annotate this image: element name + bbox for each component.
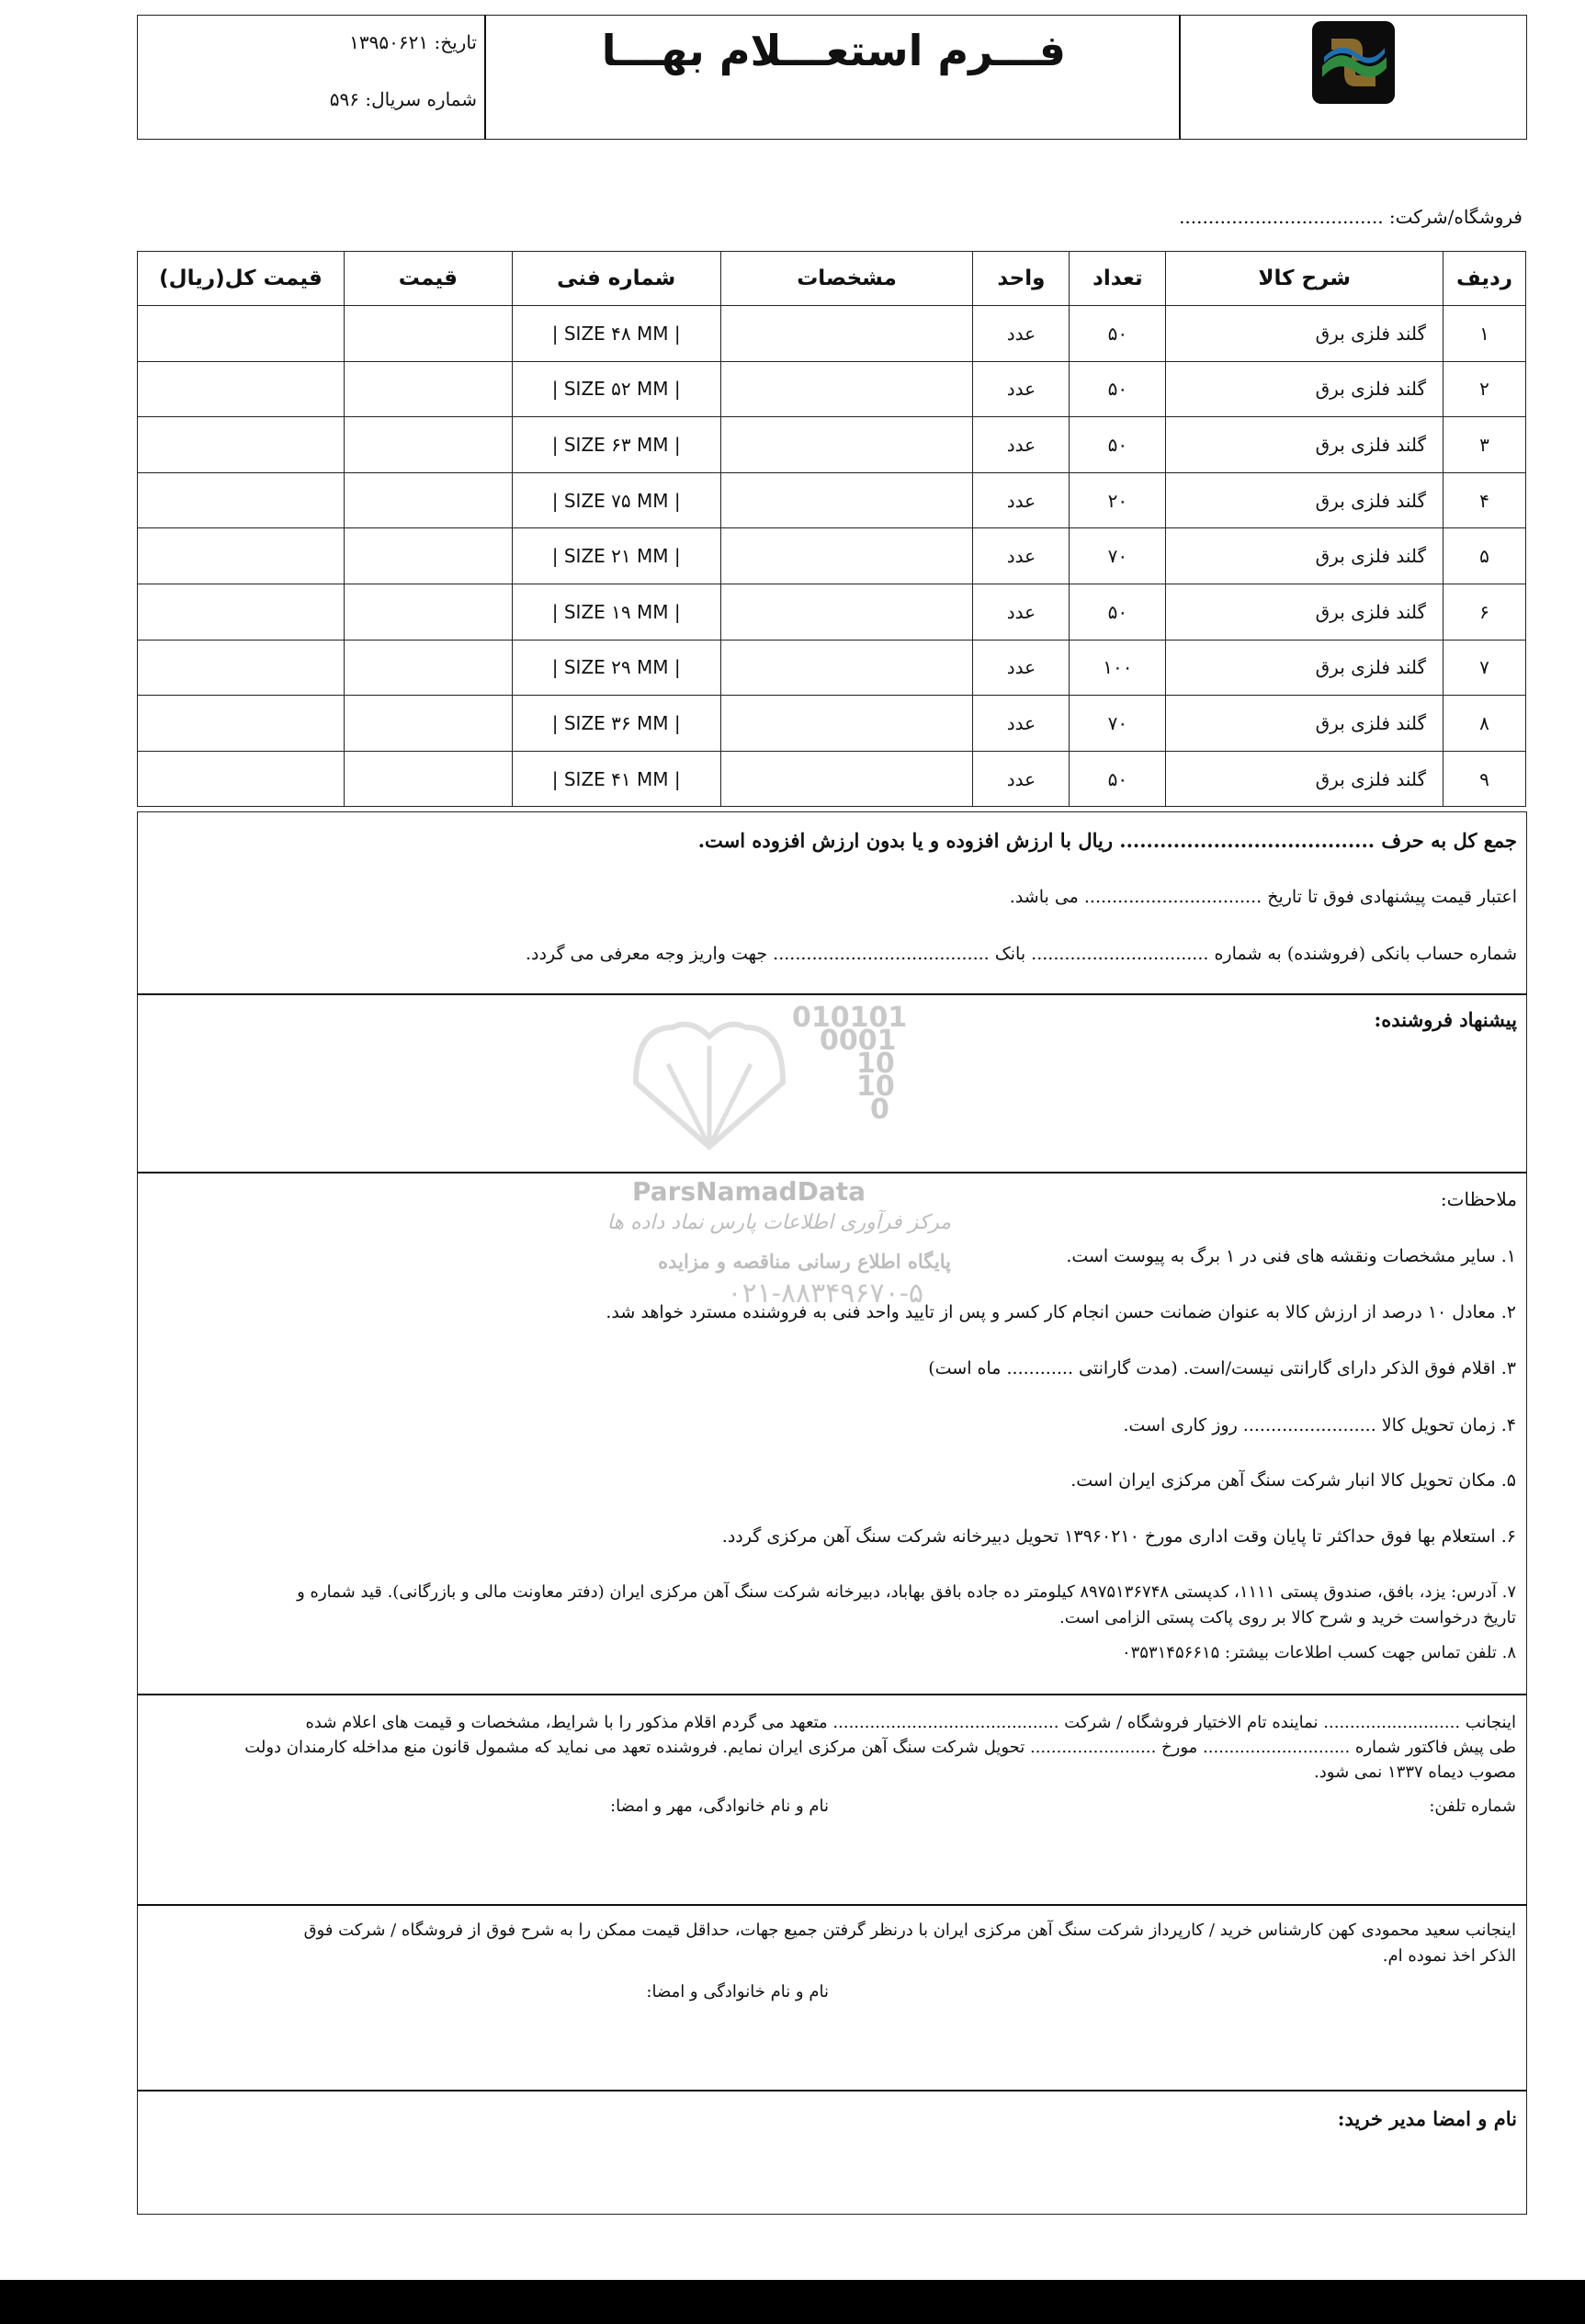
item-total-cell[interactable] xyxy=(138,696,345,752)
table-row xyxy=(138,472,1526,528)
table-row xyxy=(138,306,1526,362)
item-qty: ۵۰ xyxy=(1070,584,1166,640)
item-unit: عدد xyxy=(973,306,1070,362)
item-spec[interactable] xyxy=(720,528,973,584)
item-tech: | SIZE ۷۵ MM | xyxy=(512,472,720,528)
item-price-cell[interactable] xyxy=(344,472,512,528)
price-validity: اعتبار قیمت پیشنهادی فوق تا تاریخ ................................ می باشد. xyxy=(1009,887,1517,907)
item-total-cell[interactable] xyxy=(138,584,345,640)
note-address-1: ۷. آدرس: یزد، بافق، صندوق پستی ۱۱۱۱، کدپستی ۸۹۷۵۱۳۶۷۴۸ کیلومتر ده جاده بافق بهاباد، دبیرخانه شرکت سنگ آهن مرکزی ایران (دفتر معاونت مالی و بازرگانی). قید شماره و xyxy=(297,1582,1516,1602)
table-row xyxy=(138,584,1526,640)
item-tech: | SIZE ۴۱ MM | xyxy=(512,751,720,807)
note-item: ۱. سایر مشخصات ونقشه های فنی در ۱ برگ به پیوست است. xyxy=(1066,1246,1516,1266)
row-no: ۷ xyxy=(1443,640,1526,696)
watermark-line-1: مرکز فرآوری اطلاعات پارس نماد داده ها xyxy=(606,1211,951,1234)
row-no: ۸ xyxy=(1443,696,1526,752)
manager-sign-label: نام و امضا مدیر خرید: xyxy=(1337,2107,1517,2130)
buyer-line-2: الذکر اخذ نموده ام. xyxy=(1382,1946,1516,1966)
item-unit: عدد xyxy=(973,584,1070,640)
col-total-price: قیمت کل(ریال) xyxy=(138,252,345,306)
watermark-phone: ۰۲۱-۸۸۳۴۹۶۷۰-۵ xyxy=(727,1277,923,1309)
bank-account: شماره حساب بانکی (فروشنده) به شماره ................................ بانک ....................................... جهت واریز وجه معرفی می گردد. xyxy=(526,944,1517,964)
watermark-binary-line: 0 xyxy=(870,1094,889,1126)
item-total-cell[interactable] xyxy=(138,361,345,417)
item-desc: گلند فلزی برق xyxy=(1166,751,1443,807)
item-tech: | SIZE ۶۳ MM | xyxy=(512,417,720,473)
item-desc: گلند فلزی برق xyxy=(1166,584,1443,640)
item-desc: گلند فلزی برق xyxy=(1166,472,1443,528)
col-quantity: تعداد xyxy=(1070,252,1166,306)
item-tech: | SIZE ۵۲ MM | xyxy=(512,361,720,417)
commitment-line-1: اینجانب .......................... نماینده تام الاختیار فروشگاه / شرکت ........................................... متعهد می گردم اقلام مذکور را با شرایط، مشخصات و قیمت های اعلام شده xyxy=(305,1713,1516,1732)
item-total-cell[interactable] xyxy=(138,306,345,362)
divider-seller xyxy=(137,993,1527,995)
item-spec[interactable] xyxy=(720,751,973,807)
item-price-cell[interactable] xyxy=(344,640,512,696)
item-price-cell[interactable] xyxy=(344,417,512,473)
col-row-no: ردیف xyxy=(1443,252,1526,306)
item-spec[interactable] xyxy=(720,640,973,696)
sum-in-words: جمع کل به حرف ...................................... ریال با ارزش افزوده و یا بدون ارزش افزوده است. xyxy=(697,829,1517,852)
note-address-2: تاریخ درخواست خرید و شرح کالا بر روی پاکت پستی الزامی است. xyxy=(1059,1608,1516,1627)
row-no: ۹ xyxy=(1443,751,1526,807)
note-phone: ۸. تلفن تماس جهت کسب اطلاعات بیشتر: ۰۳۵۳۱۴۵۶۶۱۵ xyxy=(1121,1643,1516,1662)
item-tech: | SIZE ۱۹ MM | xyxy=(512,584,720,640)
note-item: ۲. معادل ۱۰ درصد از ارزش کالا به عنوان ضمانت حسن انجام کار کسر و پس از تایید واحد فنی به فروشنده مسترد خواهد شد. xyxy=(606,1302,1516,1322)
item-qty: ۵۰ xyxy=(1070,306,1166,362)
item-desc: گلند فلزی برق xyxy=(1166,528,1443,584)
item-total-cell[interactable] xyxy=(138,528,345,584)
watermark-line-2: پایگاه اطلاع رسانی مناقصه و مزایده xyxy=(658,1250,951,1273)
notes-title: ملاحظات: xyxy=(1440,1188,1517,1210)
row-no: ۶ xyxy=(1443,584,1526,640)
table-row xyxy=(138,417,1526,473)
header-divider-left xyxy=(484,15,486,140)
item-price-cell[interactable] xyxy=(344,751,512,807)
note-item: ۳. اقلام فوق الذکر دارای گارانتی نیست/است. (مدت گارانتی ............ ماه است) xyxy=(928,1358,1516,1378)
item-qty: ۲۰ xyxy=(1070,472,1166,528)
item-unit: عدد xyxy=(973,417,1070,473)
row-no: ۴ xyxy=(1443,472,1526,528)
col-unit: واحد xyxy=(973,252,1070,306)
item-total-cell[interactable] xyxy=(138,751,345,807)
item-qty: ۷۰ xyxy=(1070,528,1166,584)
seller-offer-label: پیشنهاد فروشنده: xyxy=(1374,1008,1517,1031)
item-price-cell[interactable] xyxy=(344,528,512,584)
page-title: فـــرم استعـــلام بهـــا xyxy=(601,26,1066,75)
commitment-line-3: مصوب دیماه ۱۳۳۷ نمی شود. xyxy=(1314,1763,1516,1782)
item-desc: گلند فلزی برق xyxy=(1166,640,1443,696)
divider-buyer xyxy=(137,1904,1527,1906)
divider-commitment xyxy=(137,1694,1527,1695)
item-unit: عدد xyxy=(973,640,1070,696)
buyer-sign-label: نام و نام خانوادگی و امضا: xyxy=(646,1982,829,2001)
item-price-cell[interactable] xyxy=(344,696,512,752)
item-qty: ۵۰ xyxy=(1070,361,1166,417)
phone-label: شماره تلفن: xyxy=(1429,1797,1516,1816)
item-price-cell[interactable] xyxy=(344,584,512,640)
item-qty: ۱۰۰ xyxy=(1070,640,1166,696)
item-desc: گلند فلزی برق xyxy=(1166,306,1443,362)
item-qty: ۵۰ xyxy=(1070,751,1166,807)
item-spec[interactable] xyxy=(720,417,973,473)
item-tech: | SIZE ۲۹ MM | xyxy=(512,640,720,696)
date-label: تاریخ: ۱۳۹۵۰۶۲۱ xyxy=(349,31,477,53)
note-item: ۵. مکان تحویل کالا انبار شرکت سنگ آهن مرکزی ایران است. xyxy=(1070,1470,1516,1491)
item-price-cell[interactable] xyxy=(344,361,512,417)
item-unit: عدد xyxy=(973,472,1070,528)
item-desc: گلند فلزی برق xyxy=(1166,417,1443,473)
item-unit: عدد xyxy=(973,751,1070,807)
row-no: ۵ xyxy=(1443,528,1526,584)
item-tech: | SIZE ۲۱ MM | xyxy=(512,528,720,584)
item-spec[interactable] xyxy=(720,696,973,752)
table-header-row xyxy=(138,252,1526,306)
commitment-line-2: طی پیش فاکتور شماره ............................ مورخ ........................ تحویل شرکت سنگ آهن مرکزی ایران نمایم. فروشنده تعهد می نماید که مشمول قانون منع مداخله کارمندان دولت xyxy=(244,1738,1516,1757)
buyer-line-1: اینجانب سعید محمودی کهن کارشناس خرید / کارپرداز شرکت سنگ آهن مرکزی ایران با درنظر گرفتن جمیع جهات، حداقل قیمت ممکن را به شرح فوق از فروشگاه / شرکت فوق xyxy=(303,1921,1516,1940)
item-unit: عدد xyxy=(973,696,1070,752)
note-item: ۴. زمان تحویل کالا ........................ روز کاری است. xyxy=(1123,1415,1516,1435)
item-qty: ۵۰ xyxy=(1070,417,1166,473)
item-qty: ۷۰ xyxy=(1070,696,1166,752)
item-total-cell[interactable] xyxy=(138,640,345,696)
vendor-field[interactable]: فروشگاه/شرکت: ................................... xyxy=(1179,206,1523,228)
item-desc: گلند فلزی برق xyxy=(1166,361,1443,417)
company-logo-icon xyxy=(1311,20,1396,105)
watermark-binary-line: 0001 xyxy=(820,1025,897,1057)
divider-notes xyxy=(137,1172,1527,1173)
vendor-sign-label: نام و نام خانوادگی، مهر و امضا: xyxy=(610,1797,829,1816)
serial-label: شماره سریال: ۵۹۶ xyxy=(329,88,477,110)
watermark-binary-line: 10 xyxy=(856,1048,895,1080)
item-unit: عدد xyxy=(973,528,1070,584)
table-row xyxy=(138,528,1526,584)
watermark-binary-line: 10 xyxy=(856,1071,895,1103)
bottom-band xyxy=(0,2280,1585,2324)
note-item: ۶. استعلام بها فوق حداکثر تا پایان وقت اداری مورخ ۱۳۹۶۰۲۱۰ تحویل دبیرخانه شرکت سنگ آهن مرکزی گردد. xyxy=(721,1526,1516,1547)
watermark-binary-line: 010101 xyxy=(792,1002,908,1034)
header-divider-right xyxy=(1179,15,1181,140)
col-specs: مشخصات xyxy=(720,252,973,306)
table-row xyxy=(138,640,1526,696)
item-spec[interactable] xyxy=(720,472,973,528)
item-total-cell[interactable] xyxy=(138,417,345,473)
item-unit: عدد xyxy=(973,361,1070,417)
row-no: ۳ xyxy=(1443,417,1526,473)
col-price: قیمت xyxy=(344,252,512,306)
item-price-cell[interactable] xyxy=(344,306,512,362)
items-table xyxy=(137,251,1526,807)
divider-manager xyxy=(137,2090,1527,2092)
item-tech: | SIZE ۳۶ MM | xyxy=(512,696,720,752)
item-spec[interactable] xyxy=(720,584,973,640)
item-desc: گلند فلزی برق xyxy=(1166,696,1443,752)
row-no: ۲ xyxy=(1443,361,1526,417)
watermark-logo-icon xyxy=(617,1009,801,1156)
item-tech: | SIZE ۴۸ MM | xyxy=(512,306,720,362)
item-spec[interactable] xyxy=(720,306,973,362)
item-total-cell[interactable] xyxy=(138,472,345,528)
col-description: شرح کالا xyxy=(1166,252,1443,306)
table-row xyxy=(138,361,1526,417)
watermark-binary xyxy=(792,1002,976,1126)
col-tech-number: شماره فنی xyxy=(512,252,720,306)
watermark-brand: ParsNamadData xyxy=(632,1176,866,1207)
table-row xyxy=(138,751,1526,807)
item-spec[interactable] xyxy=(720,361,973,417)
table-row xyxy=(138,696,1526,752)
row-no: ۱ xyxy=(1443,306,1526,362)
